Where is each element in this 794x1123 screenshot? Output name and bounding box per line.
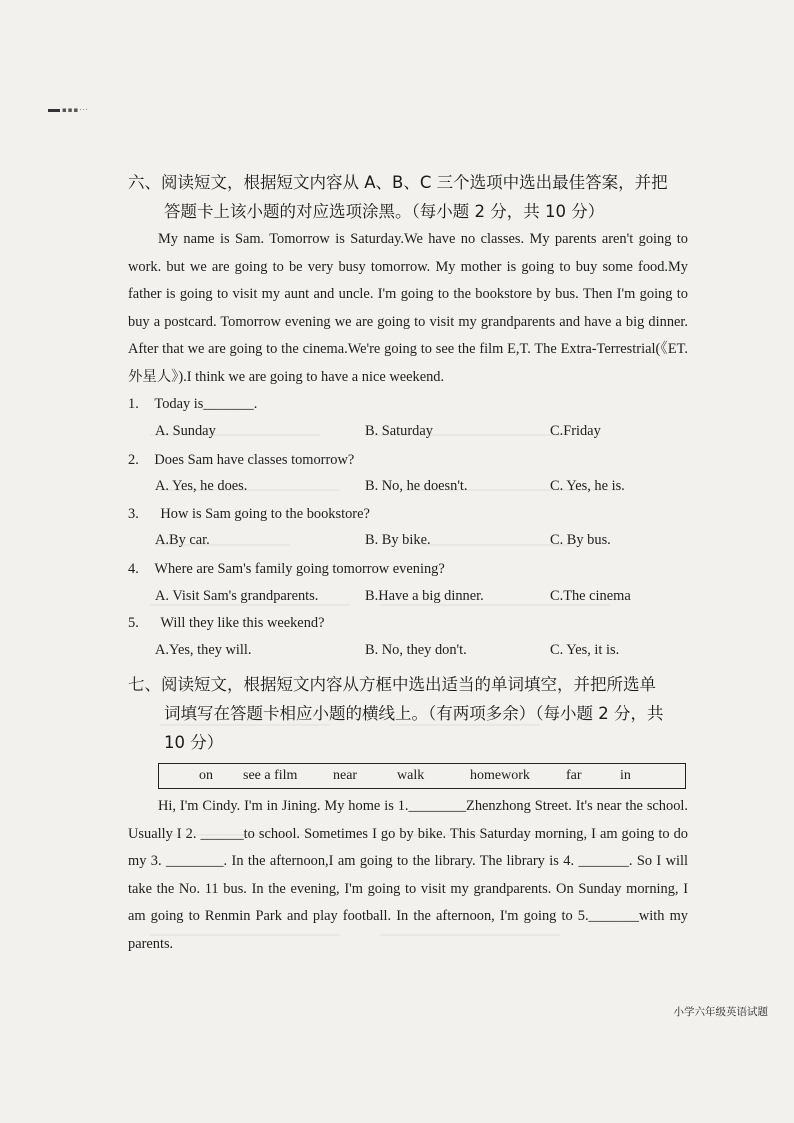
question-5-option-b: B. No, they don't. bbox=[365, 642, 467, 658]
question-4 bbox=[128, 561, 445, 578]
question-1-option-b: B. Saturday bbox=[365, 423, 433, 439]
question-2-option-c: C. Yes, he is. bbox=[550, 478, 625, 494]
question-2-option-b: B. No, he doesn't. bbox=[365, 478, 468, 494]
question-3 bbox=[128, 506, 370, 523]
word-bank-box bbox=[158, 763, 686, 789]
question-number: 5. bbox=[128, 615, 139, 631]
section-7-number: 七、 bbox=[128, 675, 161, 694]
word-bank-item: see a film bbox=[243, 768, 298, 783]
word-bank-item: far bbox=[566, 768, 582, 783]
question-5-option-c: C. Yes, it is. bbox=[550, 642, 620, 658]
question-2-option-a: A. Yes, he does. bbox=[155, 478, 248, 494]
page-footer: 小学六年级英语试题 bbox=[673, 1006, 768, 1018]
question-text: Does Sam have classes tomorrow? bbox=[154, 452, 355, 468]
section-7-heading bbox=[128, 670, 688, 757]
word-bank-item: in bbox=[620, 768, 631, 783]
question-4-option-c: C.The cinema bbox=[550, 588, 631, 604]
question-1-option-c: C.Friday bbox=[550, 423, 601, 439]
question-text: Today is_______. bbox=[154, 396, 258, 412]
question-5-option-a: A.Yes, they will. bbox=[155, 642, 252, 658]
word-bank-item: on bbox=[199, 768, 213, 783]
section-6-passage-text: My name is Sam. Tomorrow is Saturday.We have no classes. My parents aren't going to work. but we are going to be very busy tomorrow. My mother is going to buy some food.My father is going to visit my aunt and uncle. I'm going to the bookstore by bus. Then I'm going to buy a postcard. Tomorrow evening we are going to visit my grandparents and have a big dinner. After that we are going to the cinema.We're going to see the film E,T. The Extra-Terrestrial(《ET.外星人》).I think we are going to have a nice weekend. bbox=[128, 231, 688, 385]
scan-mark: ▪▪▪··· bbox=[48, 106, 89, 114]
section-6-instruction-line2: 答题卡上该小题的对应选项涂黑。（每小题 2 分，共 10 分） bbox=[164, 202, 605, 221]
question-number: 4. bbox=[128, 561, 139, 577]
section-6-heading bbox=[128, 168, 688, 226]
section-6-passage bbox=[128, 226, 688, 392]
section-7-instruction-line2: 词填写在答题卡相应小题的横线上。（有两项多余）（每小题 2 分，共 bbox=[164, 704, 664, 723]
word-bank-item: near bbox=[333, 768, 358, 783]
question-text: How is Sam going to the bookstore? bbox=[160, 506, 370, 522]
question-4-option-a: A. Visit Sam's grandparents. bbox=[155, 588, 319, 604]
word-bank-item: homework bbox=[470, 768, 530, 783]
section-7-passage-text: Hi, I'm Cindy. I'm in Jining. My home is 1.________Zhenzhong Street. It's near the school. Usually I 2. ______to school. Sometimes I go by bike. This Saturday morning, I am going to do my 3. ________. In the afternoon,I am going to the library. The library is 4. _______. So I will take the No. 11 bus. In the evening, I'm going to visit my grandparents. On Sunday morning, I am going to Renmin Park and play football. In the afternoon, I'm going to 5._______with my parents. bbox=[128, 798, 688, 952]
question-4-option-b: B.Have a big dinner. bbox=[365, 588, 484, 604]
question-1-option-a: A. Sunday bbox=[155, 423, 216, 439]
section-7-instruction-line3: 10 分） bbox=[164, 733, 224, 752]
question-number: 1. bbox=[128, 396, 139, 412]
question-1 bbox=[128, 396, 257, 413]
question-number: 2. bbox=[128, 452, 139, 468]
section-7-instruction-line1: 阅读短文，根据短文内容从方框中选出适当的单词填空，并把所选单 bbox=[161, 675, 656, 694]
question-3-option-b: B. By bike. bbox=[365, 532, 431, 548]
question-3-option-c: C. By bus. bbox=[550, 532, 611, 548]
section-6-instruction-line1: 阅读短文，根据短文内容从 A、B、C 三个选项中选出最佳答案，并把 bbox=[161, 173, 668, 192]
question-number: 3. bbox=[128, 506, 139, 522]
question-text: Will they like this weekend? bbox=[160, 615, 325, 631]
section-7-passage bbox=[128, 793, 688, 959]
question-text: Where are Sam's family going tomorrow evening? bbox=[154, 561, 445, 577]
question-2 bbox=[128, 452, 354, 469]
word-bank-item: walk bbox=[397, 768, 425, 783]
section-6-number: 六、 bbox=[128, 173, 161, 192]
question-5 bbox=[128, 615, 324, 632]
question-3-option-a: A.By car. bbox=[155, 532, 210, 548]
